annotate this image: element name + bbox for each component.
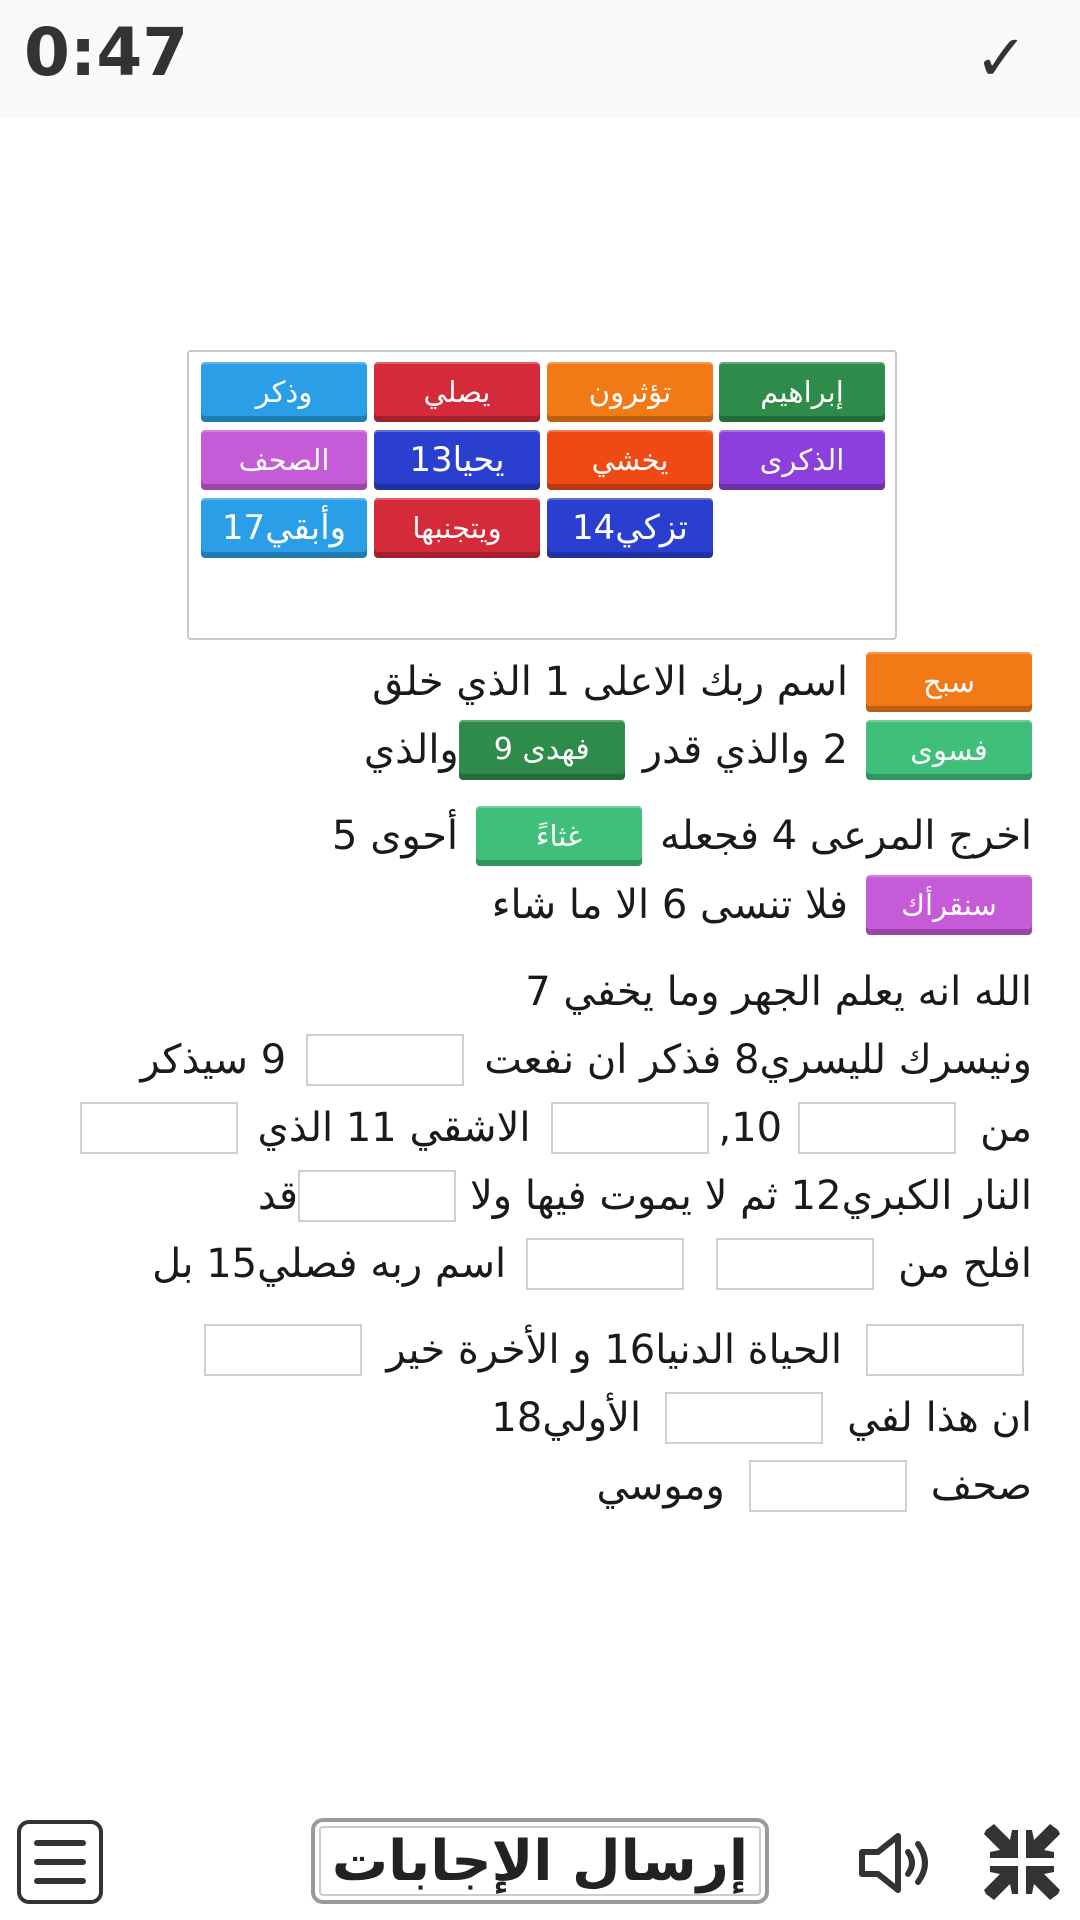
exercise-line-5 [525, 962, 1032, 1022]
word-tile[interactable]: الذكرى [719, 430, 885, 490]
answer-drop-slot[interactable] [80, 1102, 238, 1154]
exercise-line-4 [492, 875, 1032, 935]
filled-answer-tile[interactable]: فهدى 9 [459, 720, 625, 780]
word-tile[interactable]: تزكي14 [547, 498, 713, 558]
answer-drop-slot[interactable] [204, 1324, 362, 1376]
exercise-line-7 [80, 1098, 1032, 1158]
exercise-line-10 [204, 1320, 1024, 1380]
answer-drop-slot[interactable] [749, 1460, 907, 1512]
answer-drop-slot[interactable] [551, 1102, 709, 1154]
exercise-line-9 [152, 1234, 1032, 1294]
exercise-text: قد [257, 1173, 298, 1219]
answer-drop-slot[interactable] [866, 1324, 1024, 1376]
answer-drop-slot[interactable] [665, 1392, 823, 1444]
exercise-text: 9 سيذكر [140, 1037, 287, 1083]
exercise-text: اسم ربه فصلي15 بل [152, 1241, 507, 1287]
exercise-text: ان هذا لفي [847, 1395, 1032, 1441]
top-bar [0, 0, 1080, 118]
submit-answers-button[interactable] [311, 1818, 769, 1904]
check-icon[interactable]: ✓ [974, 22, 1028, 96]
exercise-line-12 [597, 1456, 1032, 1516]
filled-answer-tile[interactable]: غثاءً [476, 806, 642, 866]
hamburger-menu-icon[interactable] [17, 1820, 103, 1904]
exercise-text: اسم ربك الاعلى 1 الذي خلق [372, 659, 848, 705]
exercise-text: الأولي18 [491, 1395, 642, 1441]
submit-answers-label: إرسال الإجابات [331, 1828, 749, 1894]
word-tile[interactable]: يصلي [374, 362, 540, 422]
exercise-text: 10, [718, 1105, 783, 1151]
word-bank [187, 350, 897, 640]
exercise-text: ونيسرك لليسري8 فذكر ان نفعت [484, 1037, 1032, 1083]
exercise-line-8 [258, 1166, 1032, 1226]
answer-drop-slot[interactable] [526, 1238, 684, 1290]
exercise-text: افلح من [898, 1241, 1032, 1287]
filled-answer-tile[interactable]: سنقرأك [866, 875, 1032, 935]
filled-answer-tile[interactable]: فسوى [866, 720, 1032, 780]
exercise-line-11 [491, 1388, 1032, 1448]
exit-fullscreen-icon[interactable] [982, 1822, 1062, 1902]
answer-drop-slot[interactable] [716, 1238, 874, 1290]
exercise-line-6 [140, 1030, 1032, 1090]
exercise-text: أحوى 5 [332, 813, 459, 859]
exercise-text: 2 والذي قدر [642, 727, 848, 773]
exercise-text: والذي [363, 727, 459, 773]
exercise-text: الحياة الدنيا16 و الأخرة خير [386, 1327, 842, 1373]
word-tile[interactable]: يخشي [547, 430, 713, 490]
exercise-text: وموسي [596, 1463, 725, 1509]
timer: 0:47 [24, 14, 189, 91]
exercise-text: اخرج المرعى 4 فجعله [660, 813, 1032, 859]
speaker-icon[interactable] [858, 1828, 938, 1898]
word-tile[interactable]: ويتجنبها [374, 498, 540, 558]
exercise-text: فلا تنسى 6 الا ما شاء [491, 882, 848, 928]
answer-drop-slot[interactable] [298, 1170, 456, 1222]
word-tile[interactable]: وأبقي17 [201, 498, 367, 558]
word-tile[interactable]: يحيا13 [374, 430, 540, 490]
exercise-text: الله انه يعلم الجهر وما يخفي 7 [525, 969, 1032, 1015]
exercise-line-1 [372, 652, 1032, 712]
exercise-text: الاشقي 11 الذي [257, 1105, 531, 1151]
exercise-line-3 [332, 806, 1032, 866]
answer-drop-slot[interactable] [306, 1034, 464, 1086]
word-tile[interactable]: تؤثرون [547, 362, 713, 422]
word-tile[interactable]: الصحف [201, 430, 367, 490]
exercise-text: من [980, 1105, 1032, 1151]
word-tile[interactable]: وذكر [201, 362, 367, 422]
exercise-line-2 [364, 720, 1032, 780]
exercise-text: النار الكبري12 ثم لا يموت فيها ولا [469, 1173, 1032, 1219]
exercise-text: صحف [930, 1463, 1032, 1509]
filled-answer-tile[interactable]: سبح [866, 652, 1032, 712]
answer-drop-slot[interactable] [798, 1102, 956, 1154]
word-tile[interactable]: إبراهيم [719, 362, 885, 422]
